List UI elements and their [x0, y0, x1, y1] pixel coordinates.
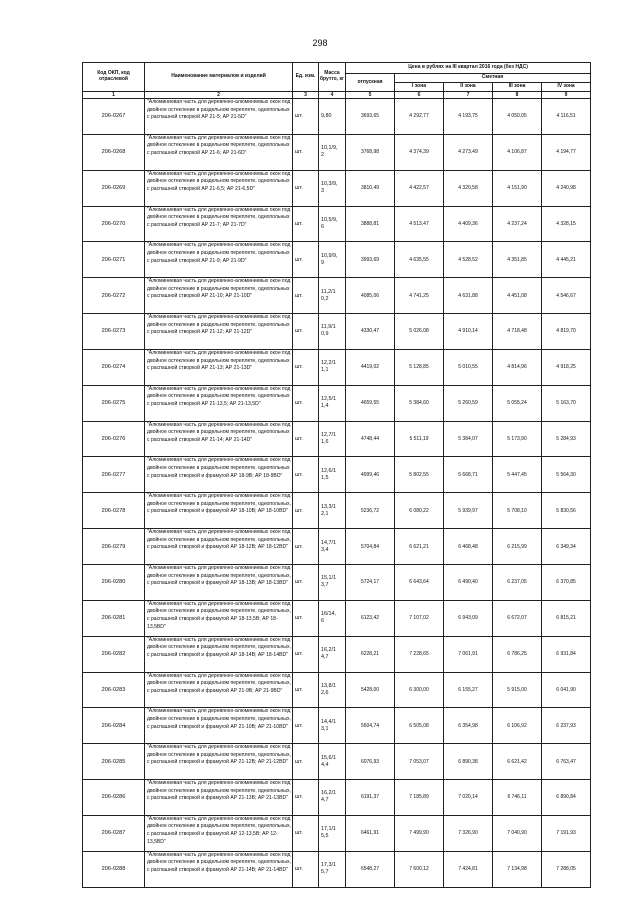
column-number: 1 [83, 92, 145, 99]
table-row [83, 457, 591, 493]
zone-3-price-cell: 7 134,98 [493, 851, 542, 887]
item-name-cell [145, 170, 293, 206]
release-price-cell: 3888,81 [346, 206, 395, 242]
zone-1-price-cell: 7 107,02 [395, 600, 444, 636]
item-name-cell [145, 744, 293, 780]
zone-4-price-cell: 6 931,84 [542, 636, 591, 672]
zone-3-price-cell: 4 451,08 [493, 278, 542, 314]
unit-cell: шт. [293, 851, 319, 887]
zone-2-price-cell: 6 890,38 [444, 744, 493, 780]
header-unit: Ед. изм. [293, 63, 319, 92]
zone-3-price-cell: 7 040,90 [493, 815, 542, 851]
table-row [83, 385, 591, 421]
mass-cell: 13,3/1 2,1 [319, 493, 346, 529]
okp-code-cell: 206-0288 [83, 851, 145, 887]
mass-cell: 10,9/9, 9 [319, 242, 346, 278]
mass-cell: 14,4/1 3,1 [319, 708, 346, 744]
zone-2-price-cell: 7 326,90 [444, 815, 493, 851]
table-row [83, 314, 591, 350]
table-row [83, 600, 591, 636]
zone-3-price-cell: 5 708,10 [493, 493, 542, 529]
item-name-cell [145, 206, 293, 242]
zone-4-price-cell: 4 819,70 [542, 314, 591, 350]
table-row [83, 564, 591, 600]
mass-cell: 16,2/1 4,7 [319, 780, 346, 816]
okp-code-cell: 206-0271 [83, 242, 145, 278]
release-price-cell: 5236,72 [346, 493, 395, 529]
okp-code-cell: 206-0278 [83, 493, 145, 529]
item-name-text: "Алюминиевая часть для деревянно-алюминиевых окон под двойное остекление в раздельном переплете, однопольных, с распашной створкой и фрамугой АР 18-10В; АР 18-10ВD" [147, 493, 291, 515]
unit-cell: шт. [293, 206, 319, 242]
release-price-cell: 6191,37 [346, 780, 395, 816]
mass-cell: 16,2/1 4,7 [319, 636, 346, 672]
zone-4-price-cell: 6 349,34 [542, 529, 591, 565]
header-okp-code: Код ОКП, код отраслевой [83, 63, 145, 92]
item-name-cell [145, 421, 293, 457]
item-name-cell [145, 564, 293, 600]
item-name-text: "Алюминиевая часть для деревянно-алюминиевых окон под двойное остекление в раздельном переплете, однопольных с распашной створкой АР 21-14; АР 21-14D" [147, 421, 291, 443]
unit-cell: шт. [293, 672, 319, 708]
item-name-text: "Алюминиевая часть для деревянно-алюминиевых окон под двойное остекление в раздельном переплете, однопольных с распашной створкой и фрамугой АР 18-9В; АР 18-9ВD" [147, 457, 291, 479]
table-row [83, 636, 591, 672]
zone-3-price-cell: 5 447,45 [493, 457, 542, 493]
zone-2-price-cell: 4 273,49 [444, 134, 493, 170]
release-price-cell: 6123,42 [346, 600, 395, 636]
zone-3-price-cell: 4 814,96 [493, 349, 542, 385]
zone-1-price-cell: 5 026,08 [395, 314, 444, 350]
release-price-cell: 3768,98 [346, 134, 395, 170]
item-name-text: "Алюминиевая часть для деревянно-алюминиевых окон под двойное остекление в раздельном переплете, однопольных с распашной створкой АР 21-13,5; АР 21-13,5D" [147, 385, 291, 407]
zone-2-price-cell: 7 061,91 [444, 636, 493, 672]
mass-cell: 17,1/1 5,5 [319, 815, 346, 851]
zone-4-price-cell: 5 163,70 [542, 385, 591, 421]
column-number: 9 [542, 92, 591, 99]
zone-4-price-cell: 5 284,93 [542, 421, 591, 457]
zone-1-price-cell: 4 422,57 [395, 170, 444, 206]
table-row [83, 815, 591, 851]
header-mass: Масса брутто, кг [319, 63, 346, 92]
item-name-text: "Алюминиевая часть для деревянно-алюминиевых окон под двойное остекление в раздельном переплете, однопольных, с распашной створкой и фрамугой АР 21-12В; АР 21-12ВD" [147, 744, 291, 766]
release-price-cell: 6548,27 [346, 851, 395, 887]
okp-code-cell: 206-0286 [83, 780, 145, 816]
okp-code-cell: 206-0287 [83, 815, 145, 851]
okp-code-cell: 206-0272 [83, 278, 145, 314]
header-estimate: Сметная [395, 74, 591, 83]
zone-1-price-cell: 6 621,21 [395, 529, 444, 565]
release-price-cell: 4085,06 [346, 278, 395, 314]
item-name-cell [145, 99, 293, 135]
release-price-cell: 5604,74 [346, 708, 395, 744]
zone-4-price-cell: 4 918,25 [542, 349, 591, 385]
item-name-text: "Алюминиевая часть для деревянно-алюминиевых окон под двойное остекление в раздельном переплете, однопольных с распашной створкой АР 21-13; АР 21-13D" [147, 349, 291, 372]
item-name-text: "Алюминиевая часть для деревянно-алюминиевых окон под двойное остекление в раздельном переплете, однопольных с распашной створкой АР 21-7; АР 21-7D" [147, 206, 291, 228]
release-price-cell: 4999,46 [346, 457, 395, 493]
zone-2-price-cell: 7 424,81 [444, 851, 493, 887]
item-name-text: "Алюминиевая часть для деревянно-алюминиевых окон под двойное остекление в раздельном переплете, однопольных, с распашной створкой и фрамугой АР 12-13,5В; АР 12-13,5ВD" [147, 815, 291, 845]
zone-4-price-cell: 6 815,21 [542, 600, 591, 636]
item-name-text: "Алюминиевая часть для деревянно-алюминиевых окон под двойное остекление в раздельном переплете, однопольных с распашной створкой АР 21-5; АР 21-5D" [147, 99, 291, 121]
unit-cell: шт. [293, 636, 319, 672]
unit-cell: шт. [293, 564, 319, 600]
zone-2-price-cell: 5 939,97 [444, 493, 493, 529]
item-name-cell [145, 349, 293, 385]
table-row [83, 278, 591, 314]
zone-4-price-cell: 4 240,98 [542, 170, 591, 206]
zone-1-price-cell: 4 635,55 [395, 242, 444, 278]
zone-1-price-cell: 5 802,55 [395, 457, 444, 493]
column-number: 6 [395, 92, 444, 99]
item-name-cell [145, 708, 293, 744]
price-table [82, 62, 591, 888]
zone-1-price-cell: 4 374,39 [395, 134, 444, 170]
unit-cell: шт. [293, 349, 319, 385]
zone-2-price-cell: 4 528,52 [444, 242, 493, 278]
mass-cell: 14,7/1 3,4 [319, 529, 346, 565]
column-number: 2 [145, 92, 293, 99]
zone-4-price-cell: 6 890,84 [542, 780, 591, 816]
unit-cell: шт. [293, 421, 319, 457]
zone-1-price-cell: 7 228,65 [395, 636, 444, 672]
unit-cell: шт. [293, 529, 319, 565]
zone-2-price-cell: 6 354,98 [444, 708, 493, 744]
zone-2-price-cell: 4 409,36 [444, 206, 493, 242]
item-name-cell [145, 314, 293, 350]
zone-3-price-cell: 6 672,07 [493, 600, 542, 636]
table-row [83, 170, 591, 206]
okp-code-cell: 206-0268 [83, 134, 145, 170]
table-row [83, 206, 591, 242]
unit-cell: шт. [293, 99, 319, 135]
mass-cell: 12,5/1 1,4 [319, 385, 346, 421]
table-row [83, 349, 591, 385]
okp-code-cell: 206-0279 [83, 529, 145, 565]
zone-3-price-cell: 5 055,24 [493, 385, 542, 421]
header-zone-4: IV зона [542, 83, 591, 92]
zone-4-price-cell: 7 191,93 [542, 815, 591, 851]
column-number: 8 [493, 92, 542, 99]
zone-1-price-cell: 4 513,47 [395, 206, 444, 242]
column-number: 5 [346, 92, 395, 99]
okp-code-cell: 206-0270 [83, 206, 145, 242]
release-price-cell: 4419,02 [346, 349, 395, 385]
header-zone-3: III зона [493, 83, 542, 92]
mass-cell: 10,3/9, 3 [319, 170, 346, 206]
release-price-cell: 5704,84 [346, 529, 395, 565]
table-row [83, 851, 591, 887]
item-name-text: "Алюминиевая часть для деревянно-алюминиевых окон под двойное остекление в раздельном переплете, однопольных с распашной створкой АР 21-6; АР 21-6D" [147, 134, 291, 157]
item-name-cell [145, 636, 293, 672]
mass-cell: 16/14, 6 [319, 600, 346, 636]
item-name-text: "Алюминиевая часть для деревянно-алюминиевых окон под двойное остекление в раздельном переплете, однопольных с распашной створкой АР 21-10; АР 21-10D" [147, 278, 291, 300]
item-name-text: "Алюминиевая часть для деревянно-алюминиевых окон под двойное остекление в раздельном переплете, однопольных с распашной створкой АР 21-9; АР 21-9D" [147, 242, 291, 264]
release-price-cell: 6076,93 [346, 744, 395, 780]
zone-1-price-cell: 5 128,85 [395, 349, 444, 385]
item-name-cell [145, 242, 293, 278]
mass-cell: 9,80 [319, 99, 346, 135]
zone-4-price-cell: 6 041,90 [542, 672, 591, 708]
release-price-cell: 4748,44 [346, 421, 395, 457]
okp-code-cell: 206-0273 [83, 314, 145, 350]
zone-4-price-cell: 6 237,93 [542, 708, 591, 744]
zone-4-price-cell: 7 288,05 [542, 851, 591, 887]
item-name-cell [145, 815, 293, 851]
unit-cell: шт. [293, 600, 319, 636]
release-price-cell: 3993,69 [346, 242, 395, 278]
table-row [83, 421, 591, 457]
zone-1-price-cell: 7 499,90 [395, 815, 444, 851]
item-name-text: "Алюминиевая часть для деревянно-алюминиевых окон под двойное остекление в раздельном переплете, однопольных, с распашной створкой и фрамугой АР 21-14В; АР 21-14ВD" [147, 851, 291, 873]
mass-cell: 17,3/1 5,7 [319, 851, 346, 887]
zone-2-price-cell: 4 631,88 [444, 278, 493, 314]
zone-2-price-cell: 5 668,71 [444, 457, 493, 493]
item-name-cell [145, 529, 293, 565]
zone-1-price-cell: 7 600,12 [395, 851, 444, 887]
item-name-cell [145, 278, 293, 314]
zone-3-price-cell: 4 351,85 [493, 242, 542, 278]
unit-cell: шт. [293, 493, 319, 529]
zone-3-price-cell: 6 621,42 [493, 744, 542, 780]
item-name-cell [145, 134, 293, 170]
release-price-cell: 4659,55 [346, 385, 395, 421]
zone-3-price-cell: 6 237,05 [493, 564, 542, 600]
zone-1-price-cell: 6 080,22 [395, 493, 444, 529]
okp-code-cell: 206-0280 [83, 564, 145, 600]
mass-cell: 13,8/1 2,6 [319, 672, 346, 708]
zone-3-price-cell: 6 106,92 [493, 708, 542, 744]
header-zone-2: II зона [444, 83, 493, 92]
zone-2-price-cell: 6 490,40 [444, 564, 493, 600]
table-row [83, 493, 591, 529]
header-name: Наименование материалов и изделий [145, 63, 293, 92]
unit-cell: шт. [293, 708, 319, 744]
zone-4-price-cell: 6 763,47 [542, 744, 591, 780]
zone-2-price-cell: 4 193,75 [444, 99, 493, 135]
column-number: 7 [444, 92, 493, 99]
column-number: 3 [293, 92, 319, 99]
release-price-cell: 3693,65 [346, 99, 395, 135]
table-row [83, 744, 591, 780]
mass-cell: 12,6/1 1,5 [319, 457, 346, 493]
unit-cell: шт. [293, 242, 319, 278]
zone-2-price-cell: 4 320,58 [444, 170, 493, 206]
zone-3-price-cell: 6 786,25 [493, 636, 542, 672]
release-price-cell: 4330,47 [346, 314, 395, 350]
zone-1-price-cell: 5 511,19 [395, 421, 444, 457]
zone-1-price-cell: 7 053,07 [395, 744, 444, 780]
zone-3-price-cell: 4 106,87 [493, 134, 542, 170]
mass-cell: 15,6/1 4,4 [319, 744, 346, 780]
zone-1-price-cell: 5 384,60 [395, 385, 444, 421]
okp-code-cell: 206-0267 [83, 99, 145, 135]
zone-2-price-cell: 6 155,27 [444, 672, 493, 708]
unit-cell: шт. [293, 385, 319, 421]
table-row [83, 242, 591, 278]
header-release-price: отпускная [346, 74, 395, 92]
table-row [83, 708, 591, 744]
zone-1-price-cell: 6 505,08 [395, 708, 444, 744]
zone-1-price-cell: 4 741,25 [395, 278, 444, 314]
okp-code-cell: 206-0276 [83, 421, 145, 457]
release-price-cell: 6461,91 [346, 815, 395, 851]
zone-4-price-cell: 5 564,30 [542, 457, 591, 493]
item-name-text: "Алюминиевая часть для деревянно-алюминиевых окон под двойное остекление в раздельном переплете, однопольных, с распашной створкой и фрамугой АР 21-9В; АР 21-9ВD" [147, 672, 291, 694]
mass-cell: 12,2/1 1,1 [319, 349, 346, 385]
zone-3-price-cell: 4 718,48 [493, 314, 542, 350]
zone-1-price-cell: 4 292,77 [395, 99, 444, 135]
okp-code-cell: 206-0281 [83, 600, 145, 636]
zone-4-price-cell: 6 370,85 [542, 564, 591, 600]
mass-cell: 11,2/1 0,2 [319, 278, 346, 314]
unit-cell: шт. [293, 278, 319, 314]
release-price-cell: 6228,21 [346, 636, 395, 672]
zone-3-price-cell: 6 746,11 [493, 780, 542, 816]
item-name-text: "Алюминиевая часть для деревянно-алюминиевых окон под двойное остекление в раздельном переплете, однопольных, с распашной створкой и фрамугой АР 18-14В; АР 18-14ВD" [147, 636, 291, 658]
zone-4-price-cell: 4 328,15 [542, 206, 591, 242]
unit-cell: шт. [293, 744, 319, 780]
okp-code-cell: 206-0269 [83, 170, 145, 206]
item-name-cell [145, 851, 293, 887]
item-name-text: "Алюминиевая часть для деревянно-алюминиевых окон под двойное остекление в раздельном переплете, однопольных, с распашной створкой и фрамугой АР 18-12В; АР 18-12ВD" [147, 529, 291, 551]
zone-3-price-cell: 4 151,90 [493, 170, 542, 206]
zone-4-price-cell: 4 116,51 [542, 99, 591, 135]
item-name-cell [145, 457, 293, 493]
zone-2-price-cell: 5 260,59 [444, 385, 493, 421]
release-price-cell: 3810,49 [346, 170, 395, 206]
column-number: 4 [319, 92, 346, 99]
unit-cell: шт. [293, 134, 319, 170]
release-price-cell: 5428,00 [346, 672, 395, 708]
table-row [83, 672, 591, 708]
item-name-cell [145, 385, 293, 421]
zone-3-price-cell: 4 237,24 [493, 206, 542, 242]
table-row [83, 529, 591, 565]
okp-code-cell: 206-0283 [83, 672, 145, 708]
unit-cell: шт. [293, 314, 319, 350]
zone-2-price-cell: 4 910,14 [444, 314, 493, 350]
item-name-text: "Алюминиевая часть для деревянно-алюминиевых окон под двойное остекление в раздельном переплете, однопольных с распашной створкой АР 21-6,5; АР 21-6,5D" [147, 170, 291, 192]
mass-cell: 12,7/1 1,6 [319, 421, 346, 457]
table-row [83, 99, 591, 135]
zone-4-price-cell: 5 830,56 [542, 493, 591, 529]
zone-3-price-cell: 5 173,90 [493, 421, 542, 457]
zone-1-price-cell: 6 643,64 [395, 564, 444, 600]
item-name-cell [145, 780, 293, 816]
table-row [83, 780, 591, 816]
item-name-text: "Алюминиевая часть для деревянно-алюминиевых окон под двойное остекление в раздельном переплете, однопольных, с распашной створкой и фрамугой АР 21-13В; АР 21-13ВD" [147, 780, 291, 802]
header-zone-1: I зона [395, 83, 444, 92]
okp-code-cell: 206-0284 [83, 708, 145, 744]
unit-cell: шт. [293, 170, 319, 206]
okp-code-cell: 206-0275 [83, 385, 145, 421]
item-name-cell [145, 493, 293, 529]
unit-cell: шт. [293, 457, 319, 493]
release-price-cell: 5724,17 [346, 564, 395, 600]
zone-2-price-cell: 5 384,07 [444, 421, 493, 457]
mass-cell: 11,9/1 0,9 [319, 314, 346, 350]
okp-code-cell: 206-0285 [83, 744, 145, 780]
mass-cell: 15,1/1 3,7 [319, 564, 346, 600]
mass-cell: 10,5/9, 6 [319, 206, 346, 242]
item-name-text: "Алюминиевая часть для деревянно-алюминиевых окон под двойное остекление в раздельном переплете, однопольных, с распашной створкой и фрамугой АР 18-13,5В; АР 18-13,5ВD" [147, 600, 291, 630]
zone-3-price-cell: 6 215,99 [493, 529, 542, 565]
item-name-text: "Алюминиевая часть для деревянно-алюминиевых окон под двойное остекление в раздельном переплете, однопольных, с распашной створкой и фрамугой АР 21-10В; АР 21-10ВD" [147, 708, 291, 730]
unit-cell: шт. [293, 815, 319, 851]
zone-2-price-cell: 7 020,14 [444, 780, 493, 816]
zone-4-price-cell: 4 546,67 [542, 278, 591, 314]
zone-1-price-cell: 7 185,89 [395, 780, 444, 816]
table-row [83, 134, 591, 170]
item-name-text: "Алюминиевая часть для деревянно-алюминиевых окон под двойное остекление в раздельном переплете, однопольных с распашной створкой АР 21-12; АР 21-12D" [147, 314, 291, 336]
okp-code-cell: 206-0274 [83, 349, 145, 385]
zone-4-price-cell: 4 445,21 [542, 242, 591, 278]
zone-1-price-cell: 6 300,00 [395, 672, 444, 708]
zone-2-price-cell: 6 468,48 [444, 529, 493, 565]
zone-2-price-cell: 5 010,55 [444, 349, 493, 385]
item-name-cell [145, 600, 293, 636]
okp-code-cell: 206-0277 [83, 457, 145, 493]
zone-3-price-cell: 5 915,00 [493, 672, 542, 708]
zone-4-price-cell: 4 194,77 [542, 134, 591, 170]
mass-cell: 10,1/9, 2 [319, 134, 346, 170]
unit-cell: шт. [293, 780, 319, 816]
item-name-text: "Алюминиевая часть для деревянно-алюминиевых окон под двойное остекление в раздельном переплете, однопольных, с распашной створкой и фрамугой АР 18-13В; АР 18-13ВD" [147, 564, 291, 587]
column-number-row [83, 92, 591, 99]
zone-2-price-cell: 6 943,09 [444, 600, 493, 636]
header-price-group: Цена в рублях на III квартал 2016 года (без НДС) [346, 63, 591, 74]
page-number: 298 [312, 38, 328, 48]
okp-code-cell: 206-0282 [83, 636, 145, 672]
item-name-cell [145, 672, 293, 708]
zone-3-price-cell: 4 050,05 [493, 99, 542, 135]
